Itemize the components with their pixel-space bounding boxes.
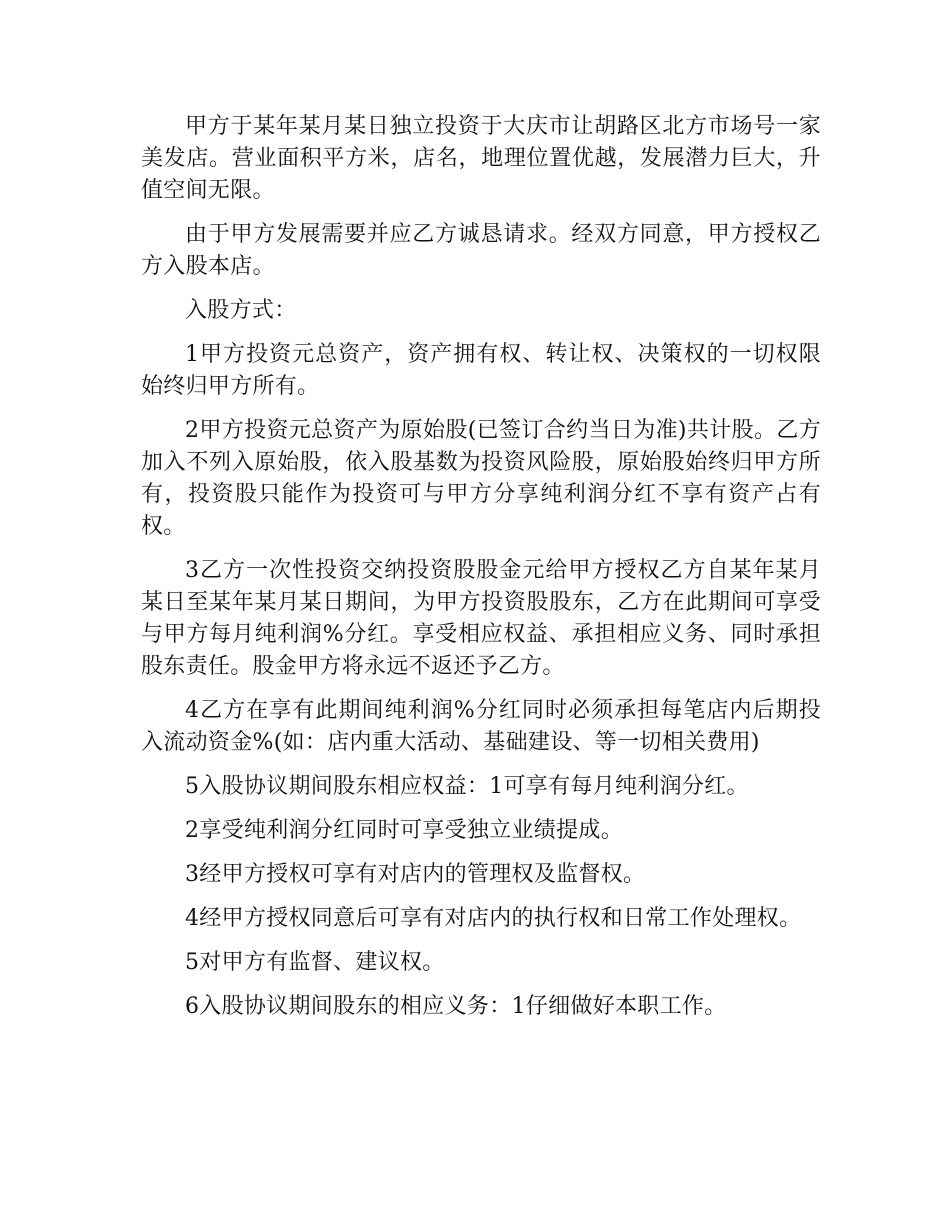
paragraph-method-heading: 入股方式： (185, 298, 297, 323)
paragraph-item-1: 1甲方投资元总资产，资产拥有权、转让权、决策权的一切权限始终归甲方所有。 (141, 342, 821, 399)
paragraph-right-4: 4经甲方授权同意后可享有对店内的执行权和日常工作处理权。 (185, 906, 802, 931)
paragraph-item-6-duties: 6入股协议期间股东的相应义务：1仔细做好本职工作。 (185, 994, 727, 1019)
document-body (141, 111, 821, 1035)
paragraph-item-4: 4乙方在享有此期间纯利润%分红同时必须承担每笔店内后期投入流动资金%(如：店内重大活动、基础建设、等一切相关费用) (141, 698, 821, 755)
paragraph-intro: 甲方于某年某月某日独立投资于大庆市让胡路区北方市场号一家美发店。营业面积平方米，店名，地理位置优越，发展潜力巨大，升值空间无限。 (141, 114, 821, 203)
paragraph-item-3: 3乙方一次性投资交纳投资股股金元给甲方授权乙方自某年某月某日至某年某月某日期间，为甲方投资股股东，乙方在此期间可享受与甲方每月纯利润%分红。享受相应权益、承担相应义务、同时承担股东责任。股金甲方将永远不返还予乙方。 (141, 558, 821, 679)
paragraph-right-5: 5对甲方有监督、建议权。 (185, 950, 445, 975)
paragraph-authorization: 由于甲方发展需要并应乙方诚恳请求。经双方同意，甲方授权乙方入股本店。 (141, 222, 821, 279)
paragraph-right-3: 3经甲方授权可享有对店内的管理权及监督权。 (185, 862, 646, 887)
paragraph-right-2: 2享受纯利润分红同时可享受独立业绩提成。 (185, 818, 623, 843)
paragraph-item-5-rights: 5入股协议期间股东相应权益：1可享有每月纯利润分红。 (185, 774, 749, 799)
paragraph-item-2: 2甲方投资元总资产为原始股(已签订合约当日为准)共计股。乙方加入不列入原始股，依入股基数为投资风险股，原始股始终归甲方所有，投资股只能作为投资可与甲方分享纯利润分红不享有资产占有权。 (141, 418, 821, 539)
